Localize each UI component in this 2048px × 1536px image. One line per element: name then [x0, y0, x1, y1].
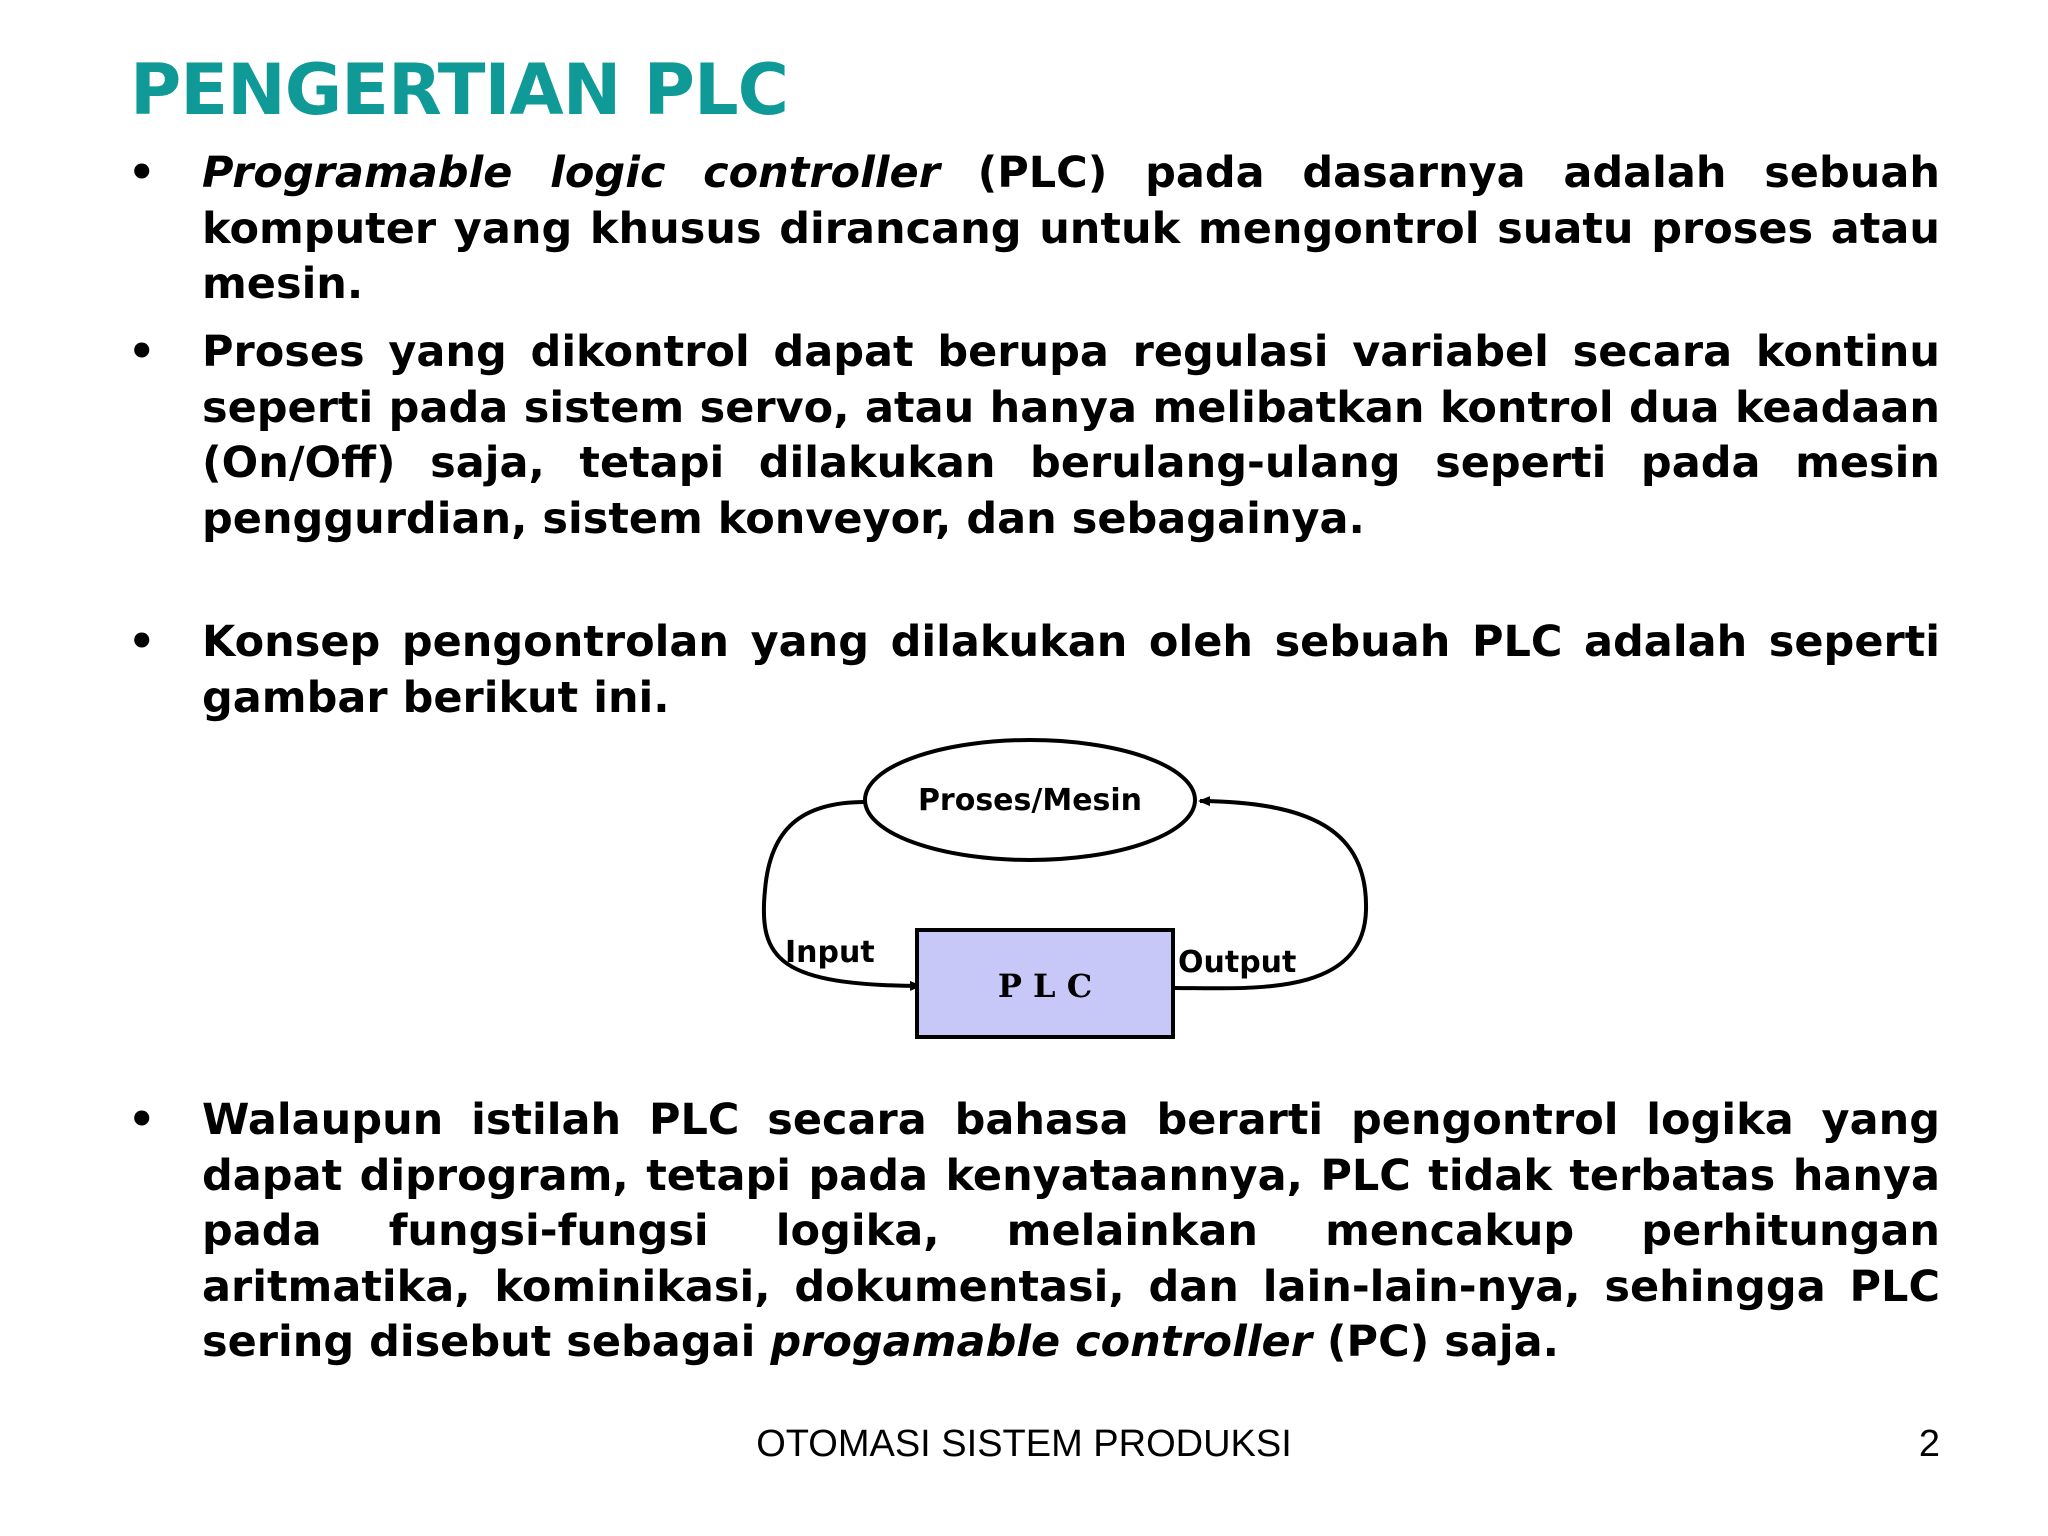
bullet-text: Proses yang dikontrol dapat berupa regulasi variabel secara kontinu seperti pada sistem servo, atau hanya melibatkan kontrol dua keadaan (On/Off) saja, tetapi dilakukan berulang-ulang seperti pada mesin penggurdian, sistem konveyor, dan sebagainya.	[202, 327, 1940, 544]
bullet-item-definition	[202, 146, 1940, 313]
plc-label: P L C	[997, 967, 1093, 1005]
output-label: Output	[1178, 945, 1297, 980]
bullet-text-end: (PC) saja.	[1311, 1317, 1559, 1367]
bullet-italic-term: progamable controller	[770, 1317, 1312, 1367]
input-label: Input	[785, 935, 875, 970]
slide-title: PENGERTIAN PLC	[130, 49, 788, 131]
plc-concept-diagram	[730, 730, 1380, 1060]
process-label: Proses/Mesin	[917, 783, 1143, 818]
footer-course-name: OTOMASI SISTEM PRODUKSI	[756, 1423, 1292, 1465]
bullet-text: Walaupun istilah PLC secara bahasa berarti pengontrol logika yang dapat diprogram, tetapi pada kenyataannya, PLC tidak terbatas hanya pada fungsi-fungsi logika, melainkan mencakup perhitungan aritmatika, kominikasi, dokumentasi, dan lain-lain-nya, sehingga PLC sering disebut sebagai	[202, 1095, 1940, 1367]
bullet-item-programmable-controller	[202, 1093, 1940, 1371]
bullet-text: Konsep pengontrolan yang dilakukan oleh sebuah PLC adalah seperti gambar berikut ini.	[202, 617, 1940, 723]
footer-page-number: 2	[1918, 1423, 1940, 1465]
bullet-italic-term: Programable logic controller	[202, 148, 940, 198]
bullet-item-concept	[202, 615, 1940, 726]
bullet-text: (PLC) pada dasarnya adalah sebuah komputer yang khusus dirancang untuk mengontrol suatu proses atau mesin.	[202, 148, 1940, 309]
bullet-item-process	[202, 325, 1940, 547]
